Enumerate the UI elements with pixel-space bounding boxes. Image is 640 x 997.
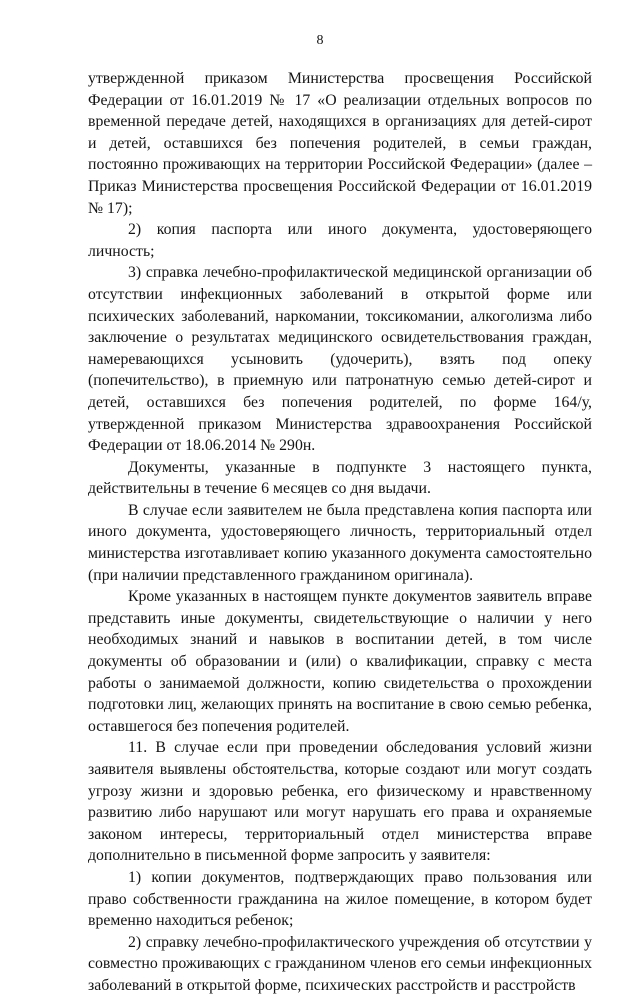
paragraph-item-2-health-certificate: 2) справку лечебно-профилактического учреждения об отсутствии у совместно проживающих с гражданином членов его семьи инфекционных заболеваний в открытой форме, психических расстройств и расстройств xyxy=(88,933,592,994)
paragraph-order-reference: утвержденной приказом Министерства просвещения Российской Федерации от 16.01.2019 № 17 «О реализации отдельных вопросов по временной передаче детей, находящихся в организациях для детей-сирот и детей, оставшихся без попечения родителей, в семьи граждан, постоянно проживающих на территории Российской Федерации» (далее – Приказ Министерства просвещения Российской Федерации от 16.01.2019 № 17); xyxy=(88,70,592,217)
paragraph-item-2-passport: 2) копия паспорта или иного документа, удостоверяющего личность; xyxy=(88,221,592,260)
page-number: 8 xyxy=(316,33,324,48)
paragraph-item-1-property-docs: 1) копии документов, подтверждающих право пользования или право собственности гражданина на жилое помещение, в котором будет временно находиться ребенок; xyxy=(88,868,592,930)
paragraph-passport-copy: В случае если заявителем не была представлена копия паспорта или иного документа, удостоверяющего личность, территориальный отдел министерства изготавливает копию указанного документа самостоятельно (при наличии представленного гражданином оригинала). xyxy=(88,501,592,584)
paragraph-section-11: 11. В случае если при проведении обследования условий жизни заявителя выявлены обстоятельства, которые создают или могут создать угрозу жизни и здоровью ребенка, его физическому и нравственному развитию либо нарушают или могут нарушать его права и охраняемые законом интересы, территориальный отдел министерства вправе дополнительно в письменной форме запросить у заявителя: xyxy=(88,739,592,865)
paragraph-additional-documents: Кроме указанных в настоящем пункте документов заявитель вправе представить иные документы, свидетельствующие о наличии у него необходимых знаний и навыков в воспитании детей, в том числе документы об образовании и (или) о квалификации, справку с места работы о занимаемой должности, копию свидетельства о прохождении подготовки лиц, желающих принять на воспитание в свою семью ребенка, оставшегося без попечения родителей. xyxy=(88,588,592,735)
paragraph-item-3-medical-certificate: 3) справка лечебно-профилактической медицинской организации об отсутствии инфекционных заболеваний в открытой форме или психических заболеваний, наркомании, токсикомании, алкоголизма либо заключение о результатах медицинского освидетельствования граждан, намеревающихся усыновить (удочерить), взять под опеку (попечительство), в приемную или патронатную семью детей-сирот и детей, оставшихся без попечения родителей, по форме 164/у, утвержденной приказом Министерства здравоохранения Российской Федерации от 18.06.2014 № 290н. xyxy=(88,264,592,455)
paragraph-documents-validity: Документы, указанные в подпункте 3 настоящего пункта, действительны в течение 6 месяцев со дня выдачи. xyxy=(88,458,592,498)
document-body xyxy=(88,68,592,997)
